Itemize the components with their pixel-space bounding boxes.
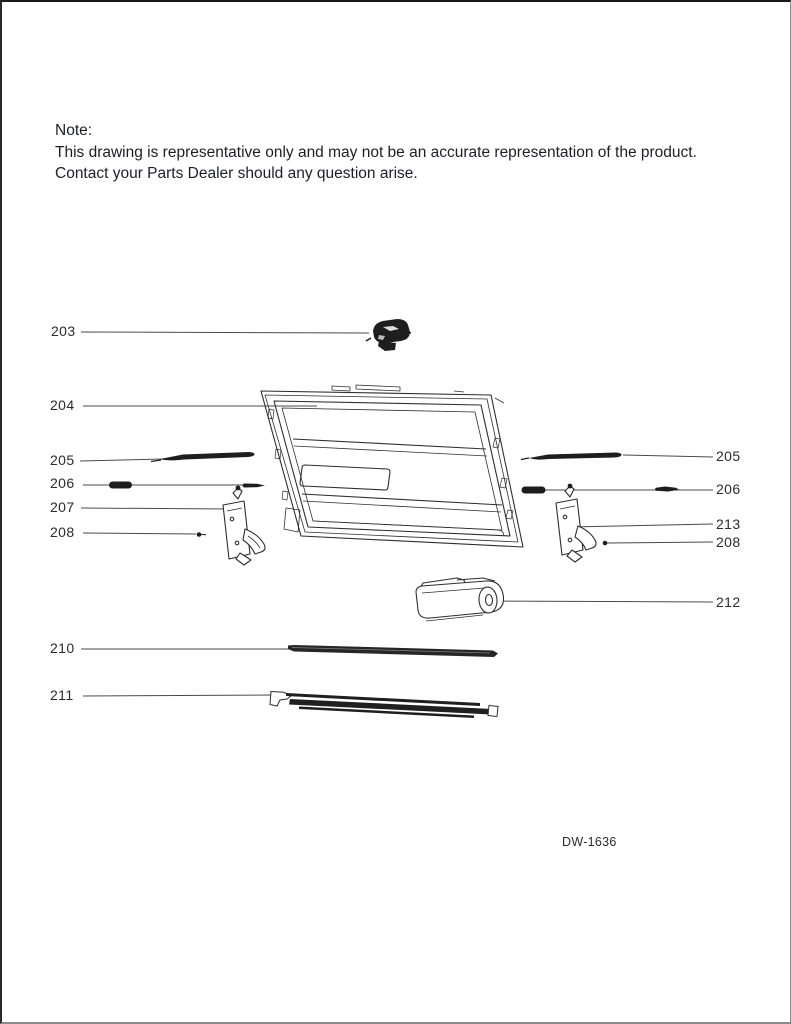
callout-label-204: 204 bbox=[50, 397, 75, 413]
door-seal-strip-drawing bbox=[270, 692, 498, 719]
bottom-trim-strip-drawing bbox=[288, 645, 498, 657]
callout-label-205-left: 205 bbox=[50, 452, 75, 468]
callout-label-208-right: 208 bbox=[716, 534, 741, 550]
callout-label-210: 210 bbox=[50, 640, 75, 656]
fastener-pointer-left bbox=[197, 532, 206, 537]
callout-label-203: 203 bbox=[51, 323, 76, 339]
callout-label-206-left: 206 bbox=[50, 475, 75, 491]
door-hinge-left-drawing bbox=[223, 486, 265, 565]
callout-label-208-left: 208 bbox=[50, 524, 75, 540]
note-line-2: Contact your Parts Dealer should any question arise. bbox=[55, 165, 418, 182]
callout-label-205-right: 205 bbox=[716, 448, 741, 464]
callout-label-211: 211 bbox=[50, 687, 74, 703]
door-hinge-right-drawing bbox=[556, 484, 596, 562]
fastener-pointer-right bbox=[603, 541, 608, 546]
callout-label-213: 213 bbox=[716, 516, 741, 532]
callout-label-207: 207 bbox=[50, 499, 75, 515]
inner-door-panel-drawing bbox=[261, 385, 523, 547]
roller-assembly-drawing bbox=[416, 578, 504, 621]
note-line-1: This drawing is representative only and may not be an accurate representation of the product. bbox=[55, 143, 697, 161]
balance-slide-right-drawing bbox=[521, 453, 622, 460]
callout-label-212: 212 bbox=[716, 594, 741, 610]
callout-label-206-right: 206 bbox=[716, 481, 741, 497]
note-heading: Note: bbox=[55, 122, 93, 139]
exploded-parts-drawing bbox=[2, 2, 791, 1024]
door-latch-drawing bbox=[366, 319, 411, 351]
drawing-code: DW-1636 bbox=[562, 835, 617, 849]
balance-slide-left-drawing bbox=[151, 452, 255, 462]
